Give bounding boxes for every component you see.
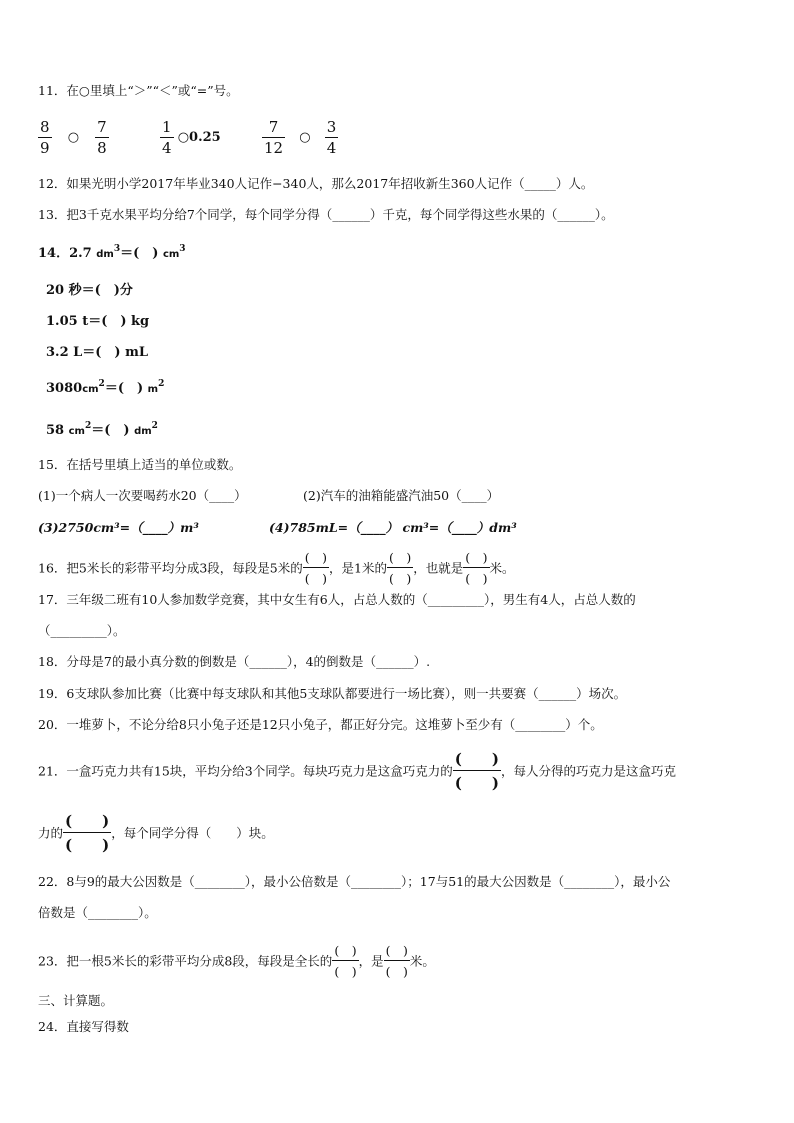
question-14-line-6: 58 $cm^2=$( ) $dm^2$ <box>46 421 158 438</box>
question-12: 12．如果光明小学2017年毕业340人记作−340人，那么2017年招收新生360人记作（_____）人。 <box>38 176 594 191</box>
question-13: 13．把3千克水果平均分给7个同学，每个同学分得（______）千克，每个同学得这些水果的（______）。 <box>38 207 614 222</box>
blank-fraction[interactable]: $\frac{( )}{( )}$ <box>465 550 488 586</box>
fraction: $\frac{3}{4}$ <box>326 118 337 157</box>
fraction: $\frac{1}{4}$ <box>162 118 172 157</box>
question-17-line-1: 17．三年级二班有10人参加数学竞赛，其中女生有6人，占总人数的（_________），男生有4人，占总人数的 <box>38 592 636 607</box>
question-14-line-2: 20 秒＝( )分 <box>46 283 133 298</box>
question-15-part-3: (3)2750cm³=（____）m³ <box>38 520 199 535</box>
blank-fraction[interactable]: $\frac{( )}{( )}$ <box>334 943 357 979</box>
fraction: $\frac{7}{12}$ <box>264 118 284 157</box>
section-heading: 三、计算题。 <box>38 993 114 1008</box>
blank-fraction[interactable]: $\frac{( )}{( )}$ <box>388 550 412 586</box>
question-20: 20．一堆萝卜，不论分给8只小兔子还是12只小兔子，都正好分完。这堆萝卜至少有（________）个。 <box>38 717 603 732</box>
question-16: 16．把5米长的彩带平均分成3段，每段是5米的 $\frac{( )}{( )}$ ，是1米的 $\frac{( )}{( )}$ ，也就是 $\frac{( )}{( )}$ 米。 <box>38 550 515 586</box>
blank-fraction[interactable]: $\frac{( )}{( )}$ <box>304 550 328 586</box>
question-21-line-2: 力的 $\frac{( )}{( )}$ ，每个同学分得（ ）块。 <box>38 812 274 854</box>
compare-circle[interactable]: ○ <box>299 130 311 145</box>
question-23: 23．把一根5米长的彩带平均分成8段，每段是全长的 $\frac{( )}{( )}$ ，是 $\frac{( )}{( )}$ 米。 <box>38 943 435 979</box>
q11-compare-3 <box>262 118 338 157</box>
fraction: $\frac{7}{8}$ <box>97 118 107 157</box>
question-22-line-2: 倍数是（________）。 <box>38 905 157 920</box>
question-15-part-1: (1)一个病人一次要喝药水20（____） <box>38 488 247 503</box>
question-15-prompt: 15．在括号里填上适当的单位或数。 <box>38 457 242 472</box>
question-22-line-1: 22．8与9的最大公因数是（________），最小公倍数是（________）；17与51的最大公因数是（________），最小公 <box>38 874 671 889</box>
question-18: 18．分母是7的最小真分数的倒数是（______），4的倒数是（______）. <box>38 654 431 669</box>
blank-fraction[interactable]: $\frac{( )}{( )}$ <box>454 750 499 792</box>
blank-fraction[interactable]: $\frac{( )}{( )}$ <box>65 812 110 854</box>
question-17-line-2: （_________）。 <box>38 623 126 638</box>
q11-compare-1 <box>38 118 109 157</box>
question-11-prompt: 11．在○里填上“＞”“＜”或“=”号。 <box>38 83 239 98</box>
question-14-line-1: 14．2.7 $dm^3=$( ) $cm^3$ <box>38 244 186 261</box>
blank-fraction[interactable]: $\frac{( )}{( )}$ <box>385 943 408 979</box>
question-24: 24．直接写得数 <box>38 1019 129 1034</box>
compare-circle[interactable]: ○ <box>177 130 190 145</box>
compare-circle[interactable]: ○ <box>67 130 80 145</box>
question-14-line-3: 1.05 t＝( ) kg <box>46 314 150 329</box>
question-15-part-4: (4)785mL=（____） cm³=（____）dm³ <box>269 520 517 535</box>
question-21-line-1: 21．一盒巧克力共有15块，平均分给3个同学。每块巧克力是这盒巧克力的 $\frac{( )}{( )}$ ，每人分得的巧克力是这盒巧克 <box>38 750 676 792</box>
q11-compare-2 <box>160 118 221 157</box>
question-14-line-4: 3.2 L＝( ) mL <box>46 345 149 360</box>
question-19: 19．6支球队参加比赛（比赛中每支球队和其他5支球队都要进行一场比赛），则一共要赛（______）场次。 <box>38 686 627 701</box>
question-15-part-2: (2)汽车的油箱能盛汽油50（____） <box>303 488 500 503</box>
question-14-line-5: $3080cm^2=$( ) $m^2$ <box>46 379 165 396</box>
fraction: $\frac{8}{9}$ <box>40 118 50 157</box>
decimal-value: 0.25 <box>189 130 221 145</box>
